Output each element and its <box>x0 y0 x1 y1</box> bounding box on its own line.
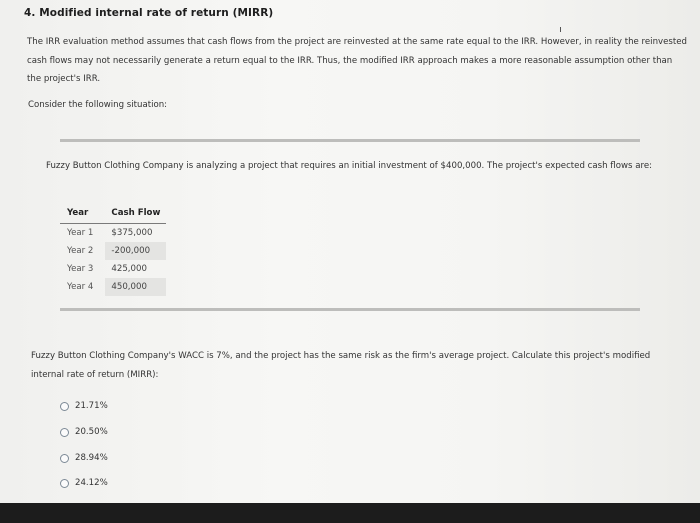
radio-button[interactable] <box>60 479 69 488</box>
divider-top <box>60 139 640 142</box>
table-row <box>60 224 166 243</box>
answer-option[interactable] <box>60 401 108 411</box>
text-cursor <box>560 27 561 32</box>
year-cell: Year 3 <box>67 264 94 274</box>
radio-button[interactable] <box>60 428 69 437</box>
answer-option[interactable] <box>60 478 108 488</box>
answer-option-label: 24.12% <box>75 478 108 488</box>
question-prompt: Fuzzy Button Clothing Company's WACC is 7%, and the project has the same risk as the firm's average project. Calculate this project's modified internal rate of return (MIRR): <box>31 351 651 380</box>
answer-option-label: 28.94% <box>75 453 108 463</box>
year-cell: Year 4 <box>67 282 94 292</box>
cash-flow-cell: -200,000 <box>105 242 166 260</box>
answer-option[interactable] <box>60 427 108 437</box>
cash-flow-cell: 425,000 <box>111 264 147 274</box>
radio-button[interactable] <box>60 454 69 463</box>
column-header-year: Year <box>60 204 105 224</box>
answer-option-label: 21.71% <box>75 401 108 411</box>
table-row <box>60 260 166 278</box>
answer-option[interactable] <box>60 453 108 463</box>
answer-option-label: 20.50% <box>75 427 108 437</box>
year-cell: Year 1 <box>67 228 94 238</box>
radio-button[interactable] <box>60 402 69 411</box>
consider-label: Consider the following situation: <box>28 100 168 110</box>
question-title: 4. Modified internal rate of return (MIRR) <box>24 7 274 19</box>
situation-paragraph: Fuzzy Button Clothing Company is analyzing a project that requires an initial investment of $400,000. The project's expected cash flows are: <box>46 161 653 171</box>
cash-flow-cell: $375,000 <box>111 228 153 238</box>
table-row <box>60 278 166 296</box>
divider-bottom <box>60 308 640 311</box>
column-header-cash-flow: Cash Flow <box>105 204 166 224</box>
year-cell: Year 2 <box>67 246 94 256</box>
table-header-row <box>60 204 166 224</box>
cash-flow-table <box>60 204 166 296</box>
table-row <box>60 242 166 260</box>
intro-paragraph: The IRR evaluation method assumes that cash flows from the project are reinvested at the same rate equal to the IRR. However, in reality the reinvested cash flows may not necessarily generate a return equal to the IRR. Thus, the modified IRR approach makes a more reasonable assumption other than the project's IRR. <box>27 37 687 84</box>
bottom-bar <box>0 503 700 523</box>
cash-flow-cell: 450,000 <box>105 278 166 296</box>
